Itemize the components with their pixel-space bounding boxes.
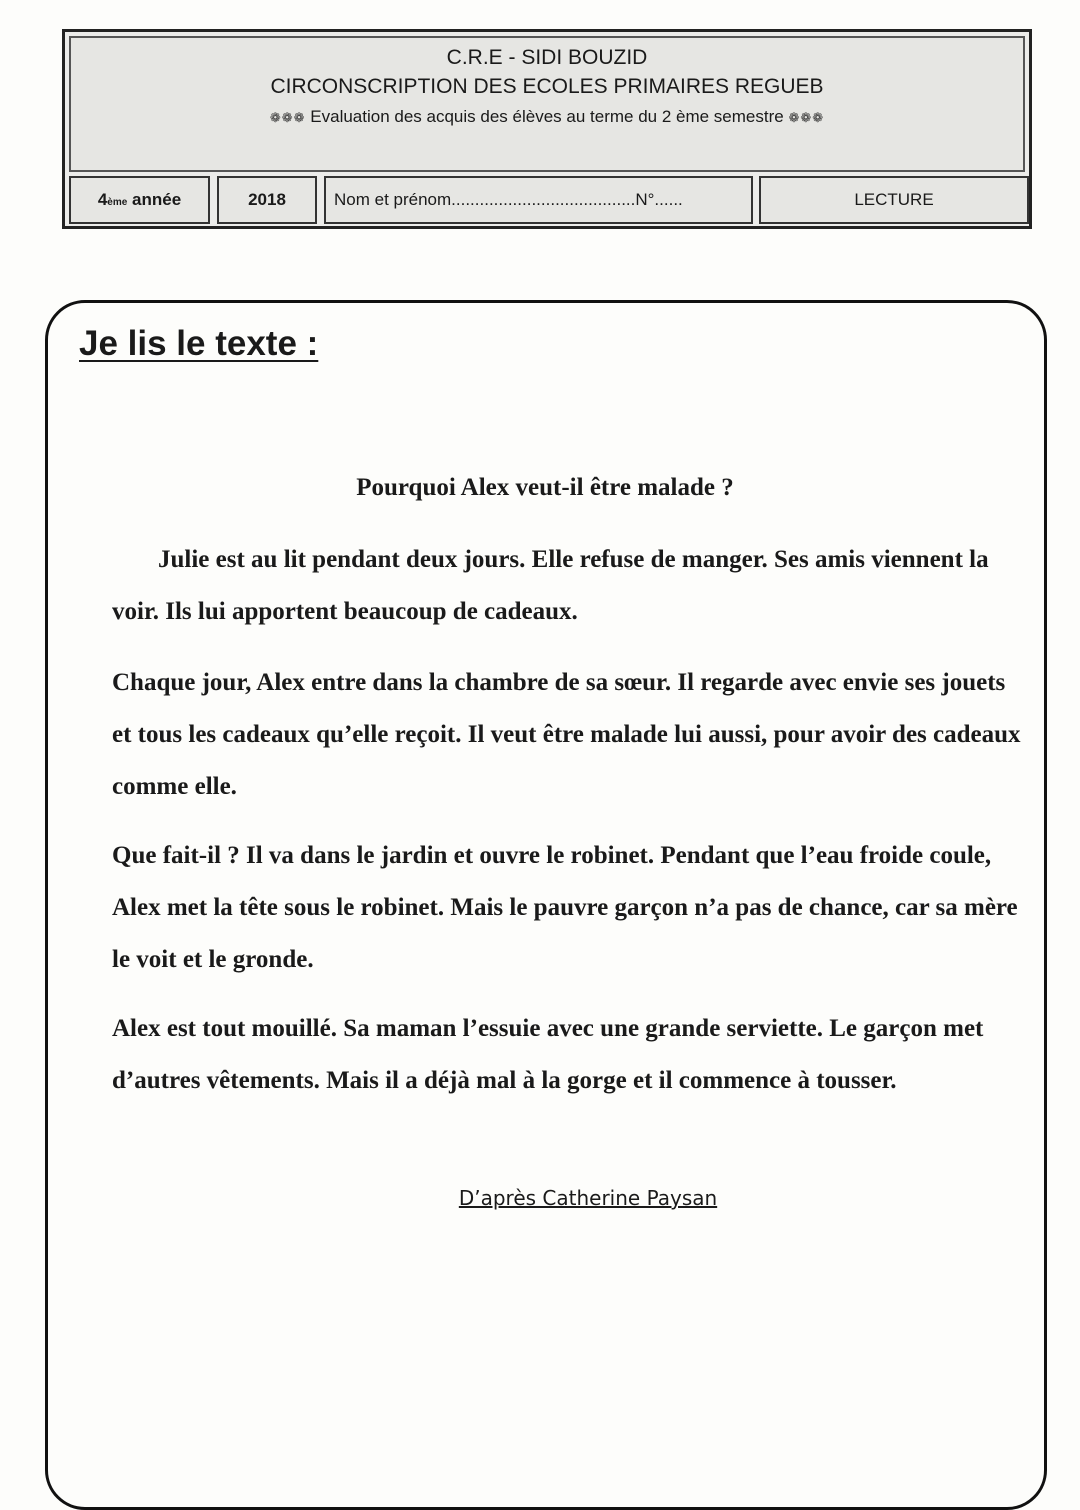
ornament-right-icon: ❁❁❁ (788, 110, 825, 125)
header-info-row (69, 176, 1025, 224)
grade-word: année (132, 190, 182, 209)
header-line-cre: C.R.E - SIDI BOUZID (446, 46, 648, 69)
grade-cell (69, 176, 210, 224)
text-author: D’après Catherine Paysan (458, 1186, 718, 1210)
evaluation-text: Evaluation des acquis des élèves au terme du 2 ème semestre (310, 107, 784, 126)
text-paragraph-3: Que fait-il ? Il va dans le jardin et ouvre le robinet. Pendant que l’eau froide coule, Alex met la tête sous le robinet. Mais le pauvre garçon n’a pas de chance, car sa mère le voit et le gronde. (112, 842, 1018, 973)
header-line-circonscription: CIRCONSCRIPTION DES ECOLES PRIMAIRES REGUEB (270, 75, 824, 98)
text-paragraph-1: Julie est au lit pendant deux jours. Elle refuse de manger. Ses amis viennent la voir. Ils lui apportent beaucoup de cadeaux. (112, 546, 989, 625)
text-title: Pourquoi Alex veut-il être malade ? (356, 474, 734, 501)
text-paragraph-2: Chaque jour, Alex entre dans la chambre de sa sœur. Il regarde avec envie ses jouets et tous les cadeaux qu’elle reçoit. Il veut être malade lui aussi, pour avoir des cadeaux comme elle. (112, 669, 1021, 800)
header-line-evaluation (71, 102, 1023, 133)
text-paragraph-4: Alex est tout mouillé. Sa maman l’essuie avec une grande serviette. Le garçon met d’autres vêtements. Mais il a déjà mal à la gorge et il commence à tousser. (112, 1015, 984, 1094)
grade-suffix: ème (107, 197, 128, 208)
student-name-field[interactable]: Nom et prénom.......................................N°...... (324, 176, 753, 224)
ornament-left-icon: ❁❁❁ (269, 110, 306, 125)
section-title: Je lis le texte : (79, 324, 319, 363)
exam-header (62, 29, 1032, 229)
grade-number: 4 (97, 190, 108, 209)
year-cell: 2018 (217, 176, 317, 224)
subject-cell: LECTURE (759, 176, 1029, 224)
header-title-block (69, 36, 1025, 172)
